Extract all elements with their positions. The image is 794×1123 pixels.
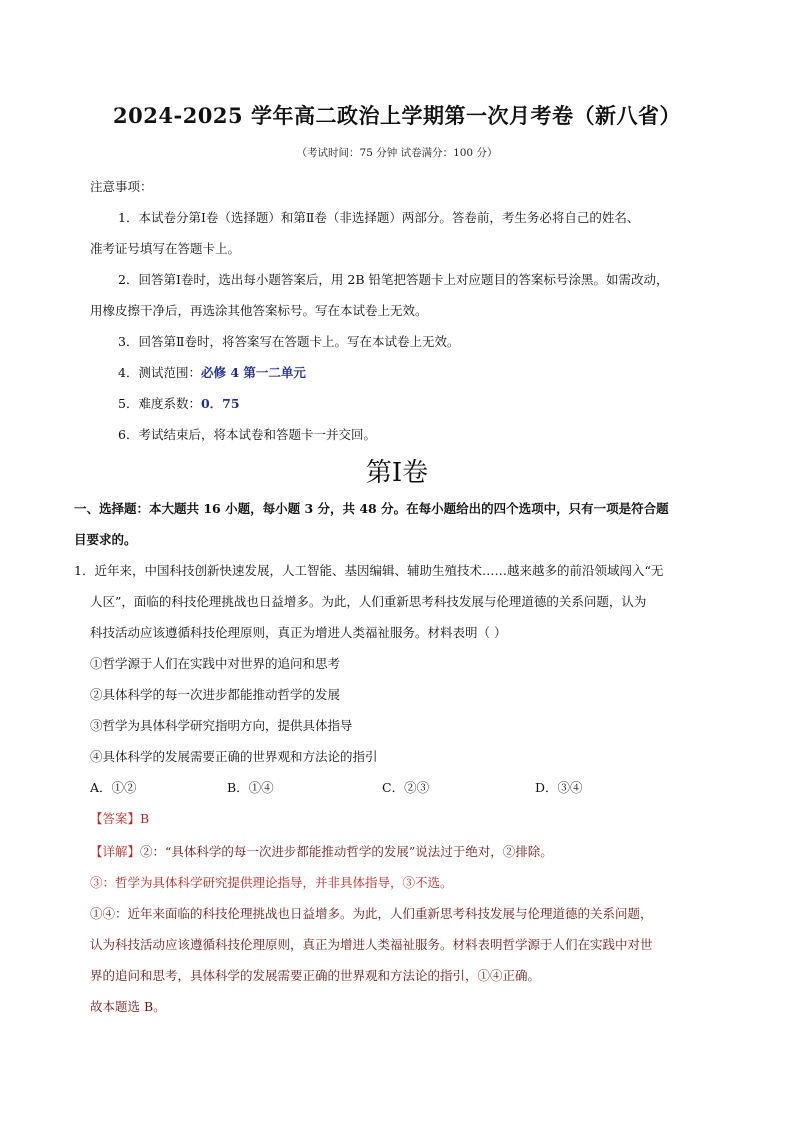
note-2-line-1: 2．回答第Ⅰ卷时，选出每小题答案后，用 2B 铅笔把答题卡上对应题目的答案标号涂黑。如需改动， <box>118 272 669 287</box>
question-1-stem-line-2: 人区”，面临的科技伦理挑战也日益增多。为此，人们重新思考科技发展与伦理道德的关系问题，认为 <box>90 594 647 609</box>
part-title: 第Ⅰ卷 <box>365 458 429 488</box>
page-title: 2024-2025 学年高二政治上学期第一次月考卷（新八省） <box>113 103 681 128</box>
note-3: 3．回答第Ⅱ卷时，将答案写在答题卡上。写在本试卷上无效。 <box>118 334 460 349</box>
notes-heading: 注意事项： <box>90 179 153 194</box>
detail-line-5: 界的追问和思考，具体科学的发展需要正确的世界观和方法论的指引，①④正确。 <box>90 968 541 983</box>
note-5-label: 5．难度系数： <box>118 396 201 411</box>
detail-text: ②：“具体科学的每一次进步都能推动哲学的发展”说法过于绝对，②排除。 <box>140 844 553 859</box>
option-d: D．③④ <box>535 780 583 795</box>
note-5 <box>118 394 240 412</box>
section-heading-line-2: 目要求的。 <box>74 532 137 547</box>
section-heading-line-1: 一、选择题：本大题共 16 小题，每小题 3 分，共 48 分。在每小题给出的四个选项中，只有一项是符合题 <box>74 501 669 516</box>
answer <box>90 809 149 827</box>
difficulty-coefficient: 0．75 <box>200 396 240 411</box>
test-scope: 必修 4 第一二单元 <box>200 365 306 380</box>
statement-1: ①哲学源于人们在实践中对世界的追问和思考 <box>90 656 341 671</box>
question-1-stem-line-1: 1．近年来，中国科技创新快速发展，人工智能、基因编辑、辅助生殖技术……越来越多的前沿领域闯入“无 <box>74 563 664 578</box>
statement-4: ④具体科学的发展需要正确的世界观和方法论的指引 <box>90 749 378 764</box>
option-b: B．①④ <box>227 780 274 795</box>
detail-label: 【详解】 <box>90 844 141 859</box>
statement-3: ③哲学为具体科学研究指明方向，提供具体指导 <box>90 718 353 733</box>
note-1-line-2: 准考证号填写在答题卡上。 <box>90 241 241 256</box>
option-c: C．②③ <box>382 780 430 795</box>
page-subtitle: （考试时间：75 分钟 试卷满分：100 分） <box>296 147 498 159</box>
note-2-line-2: 用橡皮擦干净后，再选涂其他答案标号。写在本试卷上无效。 <box>90 303 428 318</box>
note-4 <box>118 363 306 381</box>
answer-value: B <box>140 811 150 826</box>
detail-line-1 <box>90 842 553 860</box>
note-6: 6．考试结束后，将本试卷和答题卡一并交回。 <box>118 427 376 442</box>
question-1-stem-line-3: 科技活动应该遵循科技伦理原则，真正为增进人类福祉服务。材料表明（ ） <box>90 625 507 640</box>
option-a: A．①② <box>90 780 137 795</box>
detail-line-4: 认为科技活动应该遵循科技伦理原则，真正为增进人类福祉服务。材料表明哲学源于人们在实践中对世 <box>90 937 653 952</box>
note-4-label: 4．测试范围： <box>118 365 201 380</box>
conclusion: 故本题选 B。 <box>90 999 166 1014</box>
answer-label: 【答案】 <box>90 811 141 826</box>
detail-line-2: ③：哲学为具体科学研究提供理论指导，并非具体指导，③不选。 <box>90 875 453 890</box>
detail-line-3: ①④：近年来面临的科技伦理挑战也日益增多。为此，人们重新思考科技发展与伦理道德的关系问题， <box>90 906 653 921</box>
note-1-line-1: 1．本试卷分第Ⅰ卷（选择题）和第Ⅱ卷（非选择题）两部分。答卷前，考生务必将自己的姓名、 <box>118 210 640 225</box>
statement-2: ②具体科学的每一次进步都能推动哲学的发展 <box>90 687 341 702</box>
